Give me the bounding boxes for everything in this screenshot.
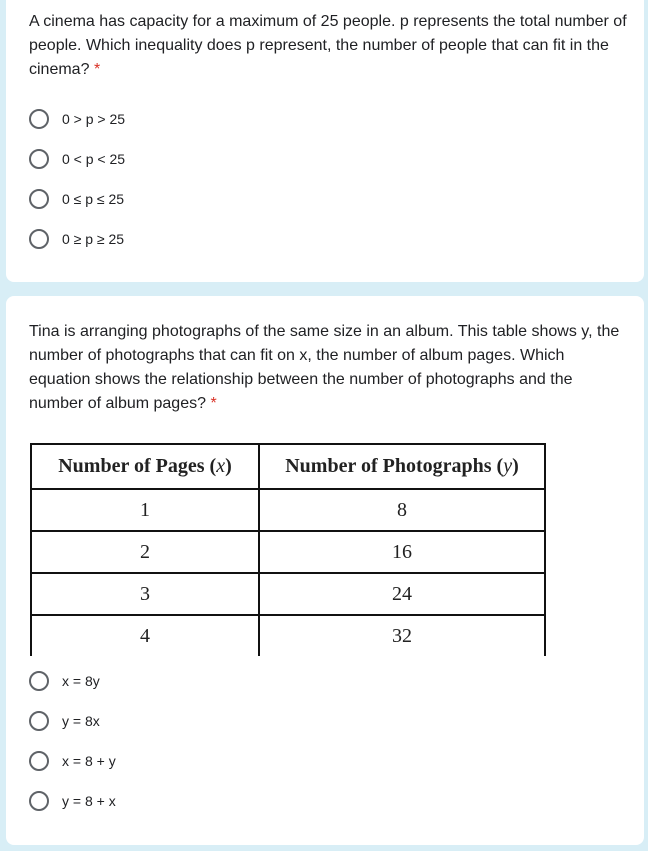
table-cell: 4 [31, 615, 259, 656]
header-photographs: Number of Photographs (y) [259, 444, 545, 489]
radio-circle-icon[interactable] [29, 711, 49, 731]
required-marker: * [93, 61, 101, 78]
option-radio[interactable] [29, 741, 116, 781]
option-label: 0 ≤ p ≤ 25 [62, 191, 125, 207]
table-row [31, 615, 545, 656]
table-cell: 1 [31, 489, 259, 531]
radio-circle-icon[interactable] [29, 751, 49, 771]
option-radio[interactable] [29, 179, 125, 219]
option-radio[interactable] [29, 219, 125, 259]
radio-circle-icon[interactable] [29, 671, 49, 691]
option-label: x = 8y [62, 673, 100, 689]
option-label: y = 8 + x [62, 793, 116, 809]
option-radio[interactable] [29, 781, 116, 821]
header-pages: Number of Pages (x) [31, 444, 259, 489]
option-label: y = 8x [62, 713, 100, 729]
option-radio[interactable] [29, 701, 116, 741]
table-cell: 24 [259, 573, 545, 615]
table-cell: 3 [31, 573, 259, 615]
radio-circle-icon[interactable] [29, 109, 49, 129]
question-card-1 [6, 0, 644, 282]
option-label: 0 ≥ p ≥ 25 [62, 231, 125, 247]
option-label: 0 > p > 25 [62, 111, 126, 127]
table-header-row [31, 444, 545, 489]
question-2-options [29, 661, 116, 821]
table-cell: 8 [259, 489, 545, 531]
radio-circle-icon[interactable] [29, 189, 49, 209]
option-label: 0 < p < 25 [62, 151, 126, 167]
question-card-2 [6, 296, 644, 845]
radio-circle-icon[interactable] [29, 791, 49, 811]
table-row [31, 573, 545, 615]
option-radio[interactable] [29, 139, 125, 179]
required-marker: * [210, 395, 217, 412]
option-radio[interactable] [29, 99, 125, 139]
question-1-prompt: A cinema has capacity for a maximum of 25 people. p represents the total number of people. Which inequality does p represent, the number of people that can fit in the cinema? [29, 13, 627, 78]
question-1-text [29, 10, 629, 82]
table-row [31, 489, 545, 531]
option-radio[interactable] [29, 661, 116, 701]
table-cell: 2 [31, 531, 259, 573]
option-label: x = 8 + y [62, 753, 116, 769]
question-2-text [29, 320, 629, 416]
table-row [31, 531, 545, 573]
question-1-options [29, 99, 125, 259]
radio-circle-icon[interactable] [29, 149, 49, 169]
table-cell: 32 [259, 615, 545, 656]
radio-circle-icon[interactable] [29, 229, 49, 249]
table-cell: 16 [259, 531, 545, 573]
question-2-prompt: Tina is arranging photographs of the same size in an album. This table shows y, the number of photographs that can fit on x, the number of album pages. Which equation shows the relationship between the number of photographs and the number of album pages? [29, 323, 620, 412]
pages-photographs-table [30, 443, 546, 656]
